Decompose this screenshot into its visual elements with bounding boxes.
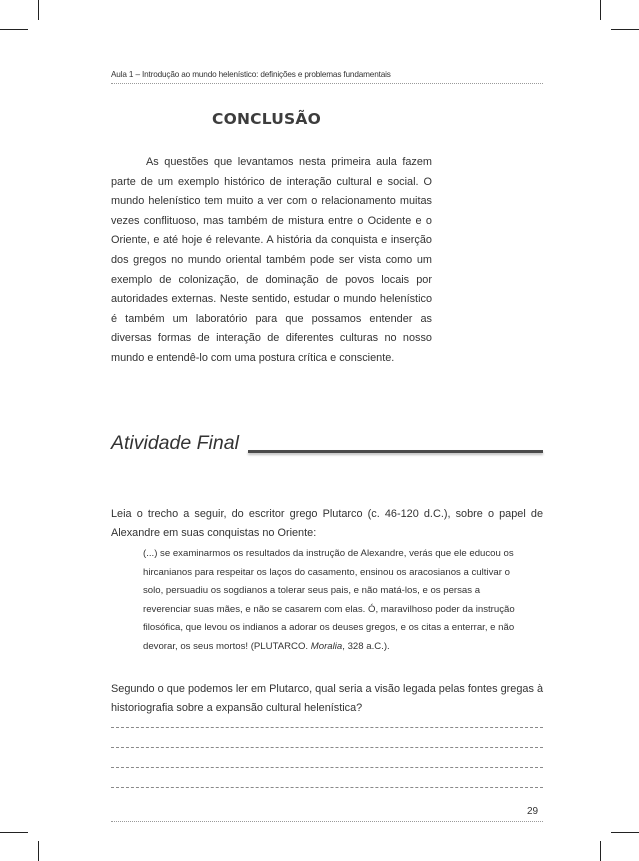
crop-mark xyxy=(600,841,601,861)
header-divider xyxy=(111,83,543,84)
crop-mark xyxy=(38,0,39,20)
answer-line[interactable] xyxy=(111,727,543,728)
activity-question: Segundo o que podemos ler em Plutarco, qual seria a visão legada pelas fontes gregas à historiografia sobre a expansão cultural helenística? xyxy=(111,683,543,715)
running-header: Aula 1 – Introdução ao mundo helenístico: definições e problemas fundamentais xyxy=(111,70,391,79)
crop-mark xyxy=(0,832,28,833)
quote-work-title: Moralia xyxy=(310,640,343,652)
activity-heading-rule xyxy=(248,450,543,453)
answer-line[interactable] xyxy=(111,767,543,768)
crop-mark xyxy=(600,0,601,20)
answer-line[interactable] xyxy=(111,787,543,788)
conclusion-section xyxy=(111,153,432,369)
activity-heading: Atividade Final xyxy=(111,432,239,454)
quote-reference: , 328 a.C.). xyxy=(342,640,390,652)
crop-mark xyxy=(38,841,39,861)
conclusion-title: CONCLUSÃO xyxy=(212,110,321,128)
crop-mark xyxy=(611,29,639,30)
conclusion-paragraph: As questões que levantamos nesta primeira aula fazem parte de um exemplo histórico de interação cultural e social. O mundo helenístico tem muito a ver com o relacionamento muitas vezes conflituoso, mas também de mistura entre o Ocidente e o Oriente, e até hoje é relevante. A história da conquista e inserção dos gregos no mundo oriental também pode ser vista como um exemplo de colonização, de dominação de povos locais por autoridades externas. Neste sentido, estudar o mundo helenístico é também um laboratório para que possamos entender as diversas formas de interação de diferentes culturas no nosso mundo e entendê-lo com uma postura crítica e consciente. xyxy=(111,156,432,364)
crop-mark xyxy=(611,832,639,833)
quote-text: (...) se examinarmos os resultados da instrução de Alexandre, verás que ele educou os hircanianos para respeitar os laços do casamento, ensinou os aracosianos a cultivar o solo, persuadiu os sogdianos a tolerar seus pais, e não matá-los, e os persas a reverenciar suas mães, e não se casarem com elas. Ó, maravilhoso poder da instrução filosófica, que levou os indianos a adorar os deuses gregos, e os citas a enterrar, e não devorar, os seus mortos! (PLUTARCO. xyxy=(143,548,515,652)
crop-mark xyxy=(0,29,28,30)
footer-divider xyxy=(111,821,543,822)
page-number: 29 xyxy=(527,806,539,817)
plutarch-quote xyxy=(143,545,521,657)
activity-intro: Leia o trecho a seguir, do escritor grego Plutarco (c. 46-120 d.C.), sobre o papel de Alexandre em suas conquistas no Oriente: xyxy=(111,508,543,540)
answer-line[interactable] xyxy=(111,747,543,748)
